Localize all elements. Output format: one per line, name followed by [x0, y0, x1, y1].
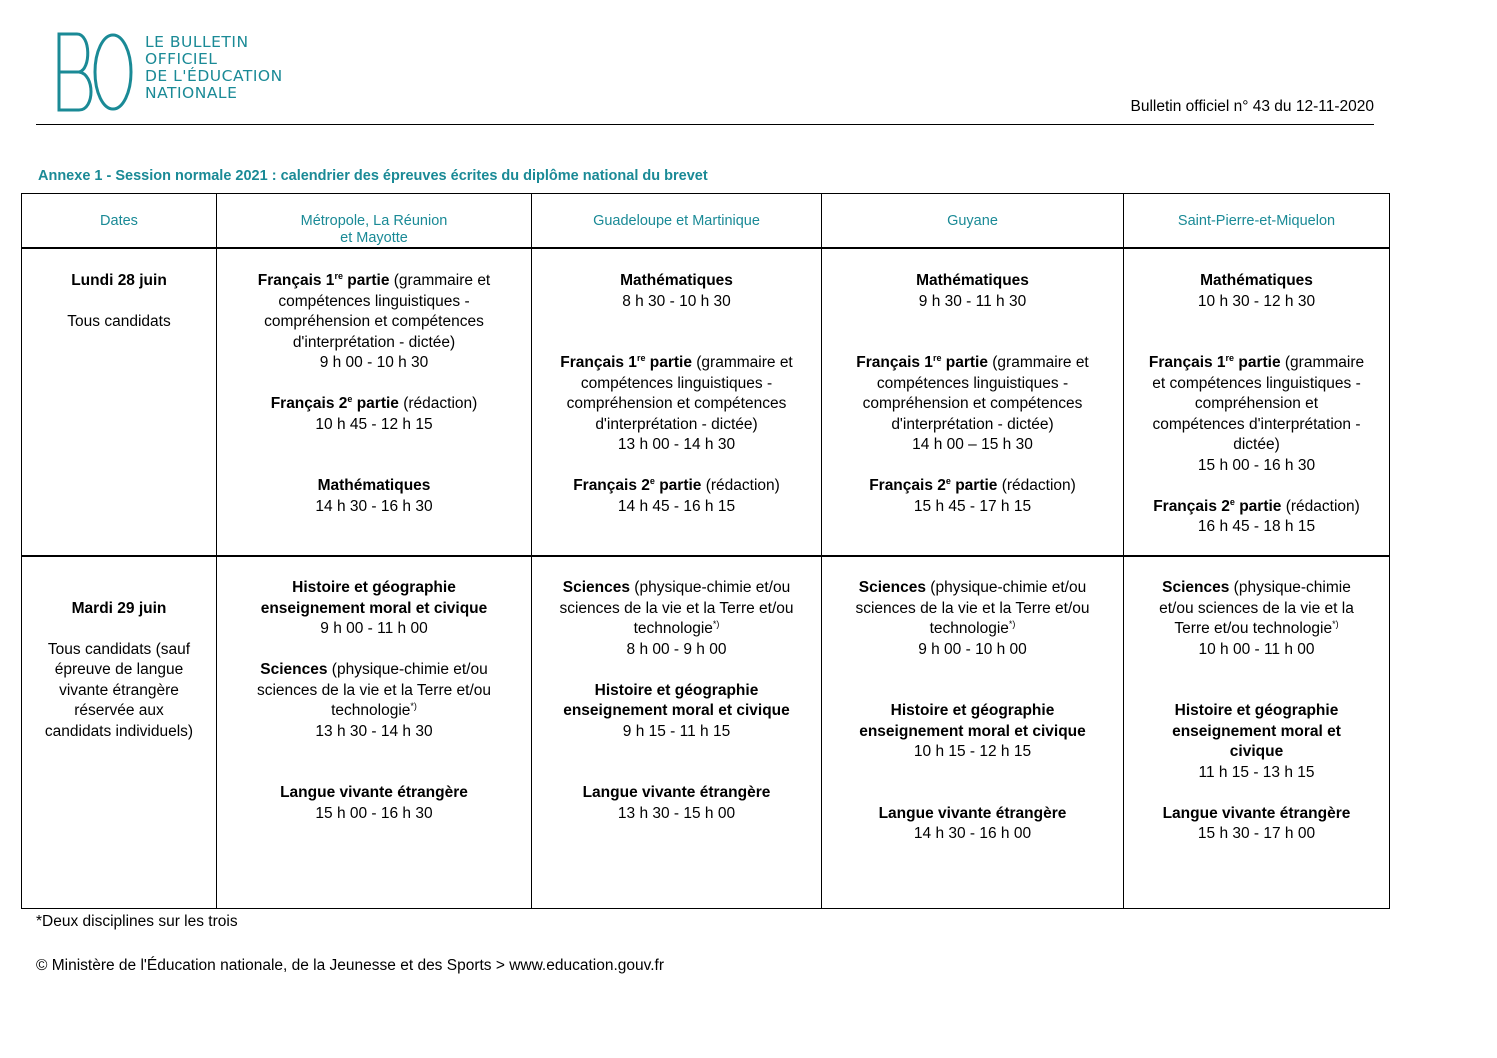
exam-time: 9 h 00 - 10 h 00: [918, 640, 1027, 658]
exam-calendar-table: [21, 193, 1390, 909]
guadeloupe-cell: Sciences (physique-chimie et/ou sciences de la vie et la Terre et/ou technologie*) 8 h 00 - 9 h 00 Histoire et géographie enseignement moral et civique 9 h 15 - 11 h 15 Langue vivante étrangère 13 h 30 - 15 h 00: [532, 556, 822, 908]
exam-title: Langue vivante étrangère: [280, 784, 468, 801]
exam-time: 14 h 30 - 16 h 00: [913, 825, 1032, 842]
exam-time: 15 h 00 - 16 h 30: [315, 804, 433, 822]
exam-title: Mathématiques: [620, 272, 733, 289]
date-note: Tous candidats: [67, 313, 171, 330]
exam-title: civique: [1229, 743, 1284, 760]
column-header-guyane: Guyane: [822, 194, 1124, 249]
column-header-saint-pierre: Saint-Pierre-et-Miquelon: [1124, 194, 1390, 249]
exam-time: 15 h 30 - 17 h 00: [1197, 825, 1316, 842]
saint-pierre-cell: Mathématiques 10 h 30 - 12 h 30 Français 1re partie (grammaire et compétences linguistiques - compréhension et compétences d'interprétation - dictée) 15 h 00 - 16 h 30 Français 2e partie (rédaction) 16 h 45 - 18 h 15: [1124, 248, 1390, 556]
exam-desc: technologie*): [633, 618, 720, 637]
footnote: *Deux disciplines sur les trois: [36, 913, 238, 930]
column-header-guadeloupe: Guadeloupe et Martinique: [532, 194, 822, 249]
exam-desc: compétences linguistiques -: [278, 292, 470, 310]
exam-desc: dictée): [1233, 436, 1280, 453]
exam-desc: sciences de la vie et la Terre et/ou: [559, 599, 794, 617]
exam-desc: sciences de la vie et la Terre et/ou: [256, 681, 492, 699]
exam-desc: compétences linguistiques -: [580, 374, 773, 392]
date-note-line: réservée aux: [74, 702, 164, 719]
exam-time: 11 h 15 - 13 h 15: [1198, 763, 1315, 781]
table-row: [22, 556, 1390, 908]
date-label: Mardi 29 juin: [71, 599, 167, 617]
header-line: Métropole, La Réunion: [300, 213, 448, 229]
exam-title: Mathématiques: [317, 477, 431, 494]
exam-desc: compétences linguistiques -: [876, 374, 1069, 392]
date-note-line: épreuve de langue: [54, 661, 184, 678]
exam-title: Langue vivante étrangère: [582, 784, 771, 801]
exam-desc: d'interprétation - dictée): [891, 415, 1054, 433]
guyane-cell: Sciences (physique-chimie et/ou sciences de la vie et la Terre et/ou technologie*) 9 h 00 - 10 h 00 Histoire et géographie enseignement moral et civique 10 h 15 - 12 h 15 Langue vivante étrangère 14 h 30 - 16 h 00: [822, 556, 1124, 908]
exam-title: enseignement moral et civique: [859, 722, 1086, 740]
bo-logo-text: [145, 34, 283, 102]
exam-desc: compréhension et: [1194, 395, 1319, 412]
exam-title: Langue vivante étrangère: [1162, 804, 1351, 822]
column-header-metropole: [217, 194, 532, 249]
exam-title: enseignement moral et civique: [563, 702, 790, 719]
exam-desc: compréhension et compétences: [264, 313, 484, 330]
guadeloupe-cell: Mathématiques 8 h 30 - 10 h 30 Français 1re partie (grammaire et compétences linguistiques - compréhension et compétences d'interprétation - dictée) 13 h 00 - 14 h 30 Français 2e partie (rédaction) 14 h 45 - 16 h 15: [532, 248, 822, 556]
exam-title: Français 1re partie: [257, 270, 390, 289]
exam-title: Histoire et géographie: [890, 702, 1055, 719]
exam-title: Mathématiques: [916, 272, 1029, 289]
header-line: et Mayotte: [340, 230, 408, 246]
date-cell: [22, 556, 217, 908]
exam-title: Français 2e partie: [1153, 496, 1282, 515]
exam-title: Mathématiques: [1200, 272, 1313, 289]
date-label: Lundi 28 juin: [71, 272, 167, 289]
exam-title: Sciences: [1162, 579, 1230, 596]
exam-time: 8 h 00 - 9 h 00: [626, 640, 727, 658]
exam-time: 13 h 30 - 15 h 00: [617, 804, 736, 822]
exam-time: 14 h 00 – 15 h 30: [912, 436, 1033, 453]
date-note-line: vivante étrangère: [59, 681, 179, 699]
exam-title: Langue vivante étrangère: [878, 804, 1067, 822]
table-row: [22, 248, 1390, 556]
exam-title: Français 1re partie: [560, 352, 692, 371]
exam-title: enseignement moral et: [1172, 722, 1341, 740]
exam-time: 9 h 15 - 11 h 15: [622, 722, 731, 740]
exam-desc: compréhension et compétences: [862, 395, 1083, 412]
date-cell: [22, 248, 217, 556]
exam-title: Français 2e partie: [869, 475, 998, 494]
exam-title: Français 1re partie: [856, 352, 988, 371]
saint-pierre-cell: Sciences (physique-chimie et/ou sciences de la vie et la Terre et/ou technologie*) 10 h 00 - 11 h 00 Histoire et géographie enseignement moral et civique 11 h 15 - 13 h 15 Langue vivante étrangère 15 h 30 - 17 h 00: [1124, 556, 1390, 908]
exam-title: Histoire et géographie: [292, 579, 456, 596]
exam-desc: et/ou sciences de la vie et la: [1159, 599, 1354, 617]
exam-desc: technologie*): [929, 618, 1016, 637]
exam-desc: compétences d'interprétation -: [1152, 415, 1361, 433]
exam-time: 10 h 15 - 12 h 15: [913, 743, 1032, 760]
exam-title: enseignement moral et civique: [260, 599, 488, 617]
exam-time: 15 h 45 - 17 h 15: [913, 497, 1032, 515]
bo-logo-mark: [55, 32, 135, 112]
exam-time: 14 h 30 - 16 h 30: [315, 497, 433, 515]
exam-time: 14 h 45 - 16 h 15: [617, 497, 736, 515]
copyright-notice: © Ministère de l'Éducation nationale, de la Jeunesse et des Sports > www.education.gouv.fr: [36, 957, 664, 974]
exam-title: Sciences: [858, 579, 926, 596]
exam-time: 8 h 30 - 10 h 30: [622, 292, 731, 310]
date-note-line: Tous candidats (sauf: [47, 640, 191, 658]
exam-time: 15 h 00 - 16 h 30: [1197, 456, 1316, 474]
exam-desc: compréhension et compétences: [566, 395, 787, 412]
exam-time: 9 h 00 - 10 h 30: [319, 354, 429, 371]
bo-mark-icon: [55, 32, 135, 112]
exam-time: 13 h 30 - 14 h 30: [315, 722, 433, 740]
date-note-line: candidats individuels): [44, 722, 194, 740]
exam-title: Sciences: [562, 579, 630, 596]
logo-line: DE L'ÉDUCATION: [145, 67, 283, 85]
exam-title: Français 2e partie: [270, 393, 399, 412]
bulletin-reference: Bulletin officiel n° 43 du 12-11-2020: [1130, 98, 1374, 115]
logo-line: NATIONALE: [145, 84, 238, 102]
exam-desc: technologie*): [331, 700, 417, 719]
annex-title: Annexe 1 - Session normale 2021 : calendrier des épreuves écrites du diplôme national du brevet: [38, 168, 708, 184]
guyane-cell: Mathématiques 9 h 30 - 11 h 30 Français 1re partie (grammaire et compétences linguistiques - compréhension et compétences d'interprétation - dictée) 14 h 00 – 15 h 30 Français 2e partie (rédaction) 15 h 45 - 17 h 15: [822, 248, 1124, 556]
exam-time: 9 h 00 - 11 h 00: [320, 620, 428, 637]
exam-time: 10 h 30 - 12 h 30: [1197, 292, 1316, 310]
exam-title: Histoire et géographie: [1174, 702, 1339, 719]
table-header-row: [22, 194, 1390, 249]
exam-desc: Terre et/ou technologie*): [1174, 618, 1339, 637]
exam-title: Français 2e partie: [573, 475, 702, 494]
metropole-cell: Français 1re partie (grammaire et compétences linguistiques - compréhension et compétences d'interprétation - dictée) 9 h 00 - 10 h 30 Français 2e partie (rédaction) 10 h 45 - 12 h 15 Mathématiques 14 h 30 - 16 h 30: [217, 248, 532, 556]
exam-time: 13 h 00 - 14 h 30: [617, 436, 736, 453]
logo-line: LE BULLETIN: [145, 33, 249, 51]
exam-desc: et compétences linguistiques -: [1152, 374, 1361, 392]
exam-desc: sciences de la vie et la Terre et/ou: [855, 599, 1090, 617]
exam-time: 10 h 45 - 12 h 15: [315, 415, 433, 433]
exam-time: 10 h 00 - 11 h 00: [1198, 640, 1315, 658]
exam-title: Histoire et géographie: [594, 681, 759, 699]
exam-time: 9 h 30 - 11 h 30: [918, 292, 1027, 310]
exam-title: Sciences: [260, 661, 328, 678]
exam-title: Français 1re partie: [1148, 352, 1281, 371]
exam-desc: d'interprétation - dictée): [595, 415, 758, 433]
header-divider: [36, 124, 1374, 125]
column-header-dates: Dates: [22, 194, 217, 249]
metropole-cell: Histoire et géographie enseignement moral et civique 9 h 00 - 11 h 00 Sciences (physique-chimie et/ou sciences de la vie et la Terre et/ou technologie*) 13 h 30 - 14 h 30 Langue vivante étrangère 15 h 00 - 16 h 30: [217, 556, 532, 908]
exam-time: 16 h 45 - 18 h 15: [1197, 518, 1316, 535]
logo-line: OFFICIEL: [145, 50, 218, 68]
bo-logo: [55, 32, 283, 112]
exam-desc: d'interprétation - dictée): [292, 333, 456, 351]
